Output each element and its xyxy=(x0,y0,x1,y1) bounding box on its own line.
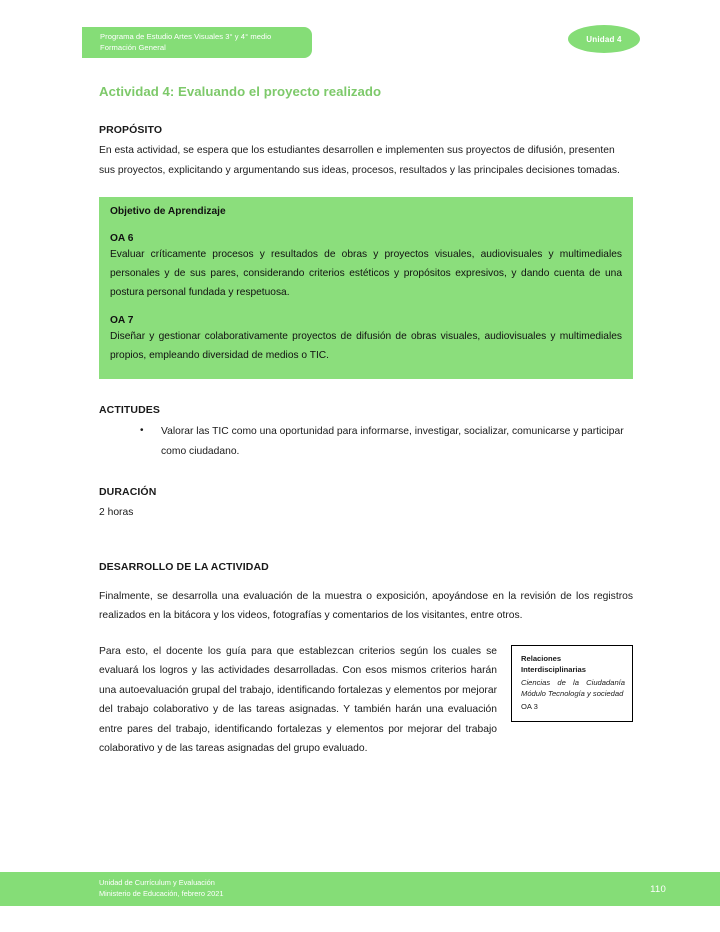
actitudes-heading: ACTITUDES xyxy=(99,404,160,416)
proposito-heading: PROPÓSITO xyxy=(99,124,163,136)
desarrollo-heading: DESARROLLO DE LA ACTIVIDAD xyxy=(99,560,269,573)
footer-line-1: Unidad de Currículum y Evaluación xyxy=(99,878,215,888)
oa-text-6: Evaluar críticamente procesos y resultados de obras y proyectos visuales, audiovisuales y multimediales personales y de sus pares, considerando criterios estéticos y propósitos expresivos, y dando cuenta de una postura personal fundada y respetuosa. xyxy=(110,249,622,298)
actitudes-list xyxy=(99,422,633,461)
page-title: Actividad 4: Evaluando el proyecto realizado xyxy=(99,84,382,99)
side-box-title-line1: Relaciones xyxy=(521,653,562,663)
page-content xyxy=(99,0,633,759)
desarrollo-paragraph-2: Para esto, el docente los guía para que establezcan criterios según los cuales se evaluará los logros y las actividades desarrolladas. Con esos mismos criterios harán una autoevaluación grupal del trabajo, identificando fortalezas y elementos por mejorar del trabajo colaborativo y de las tareas asignadas. Y también harán una evaluación entre pares del trabajo, identificando fortalezas y elementos por mejorar del trabajo colaborativo y de las tareas asignadas del grupo evaluado. xyxy=(99,645,497,754)
desarrollo-wrap-section xyxy=(99,642,633,759)
page-footer-bar xyxy=(0,872,720,906)
side-box-oa-code: OA 3 xyxy=(521,701,538,711)
page-number: 110 xyxy=(650,883,666,895)
duracion-heading: DURACIÓN xyxy=(99,486,157,498)
oa-code-7: OA 7 xyxy=(110,315,134,326)
oa-code-6: OA 6 xyxy=(110,233,134,244)
list-item: • Valorar las TIC como una oportunidad para informarse, investigar, socializar, comunicarse y participar como ciudadano. xyxy=(99,422,633,461)
duracion-value: 2 horas xyxy=(99,507,134,518)
side-box-title-line2: Interdisciplinarias xyxy=(521,665,586,674)
objetivo-box-title: Objetivo de Aprendizaje xyxy=(110,206,226,217)
header-program-line: Programa de Estudio Artes Visuales 3° y 4° medio xyxy=(100,32,272,41)
proposito-text: En esta actividad, se espera que los estudiantes desarrollen e implementen sus proyectos de difusión, presenten sus proyectos, explicitando y argumentando sus ideas, procesos, resultados y las principales decisiones tomadas. xyxy=(99,145,620,176)
header-formation-line: Formación General xyxy=(100,42,166,52)
relaciones-interdisciplinarias-box xyxy=(511,645,633,723)
desarrollo-paragraph-1: Finalmente, se desarrolla una evaluación de la muestra o exposición, apoyándose en la revisión de los registros realizados en la bitácora y los videos, fotografías y comentarios de los visitantes, entre otros. xyxy=(99,590,633,621)
unit-badge-label: Unidad 4 xyxy=(586,34,622,44)
objetivo-aprendizaje-box xyxy=(99,197,633,379)
side-box-subtitle: Ciencias de la Ciudadanía Módulo Tecnología y sociedad xyxy=(521,677,625,698)
footer-line-2: Ministerio de Educación, febrero 2021 xyxy=(99,889,224,898)
footer-text-group xyxy=(99,878,223,899)
oa-text-7: Diseñar y gestionar colaborativamente proyectos de difusión de obras visuales, audiovisuales y multimediales propios, empleando diversidad de medios o TIC. xyxy=(110,331,622,361)
